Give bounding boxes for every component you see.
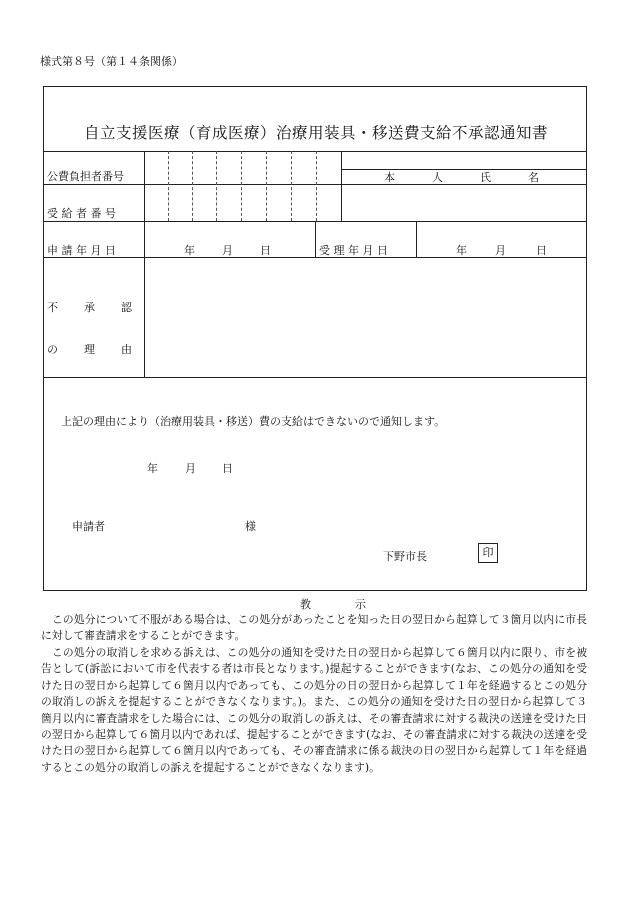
rule <box>315 221 316 257</box>
notice-paragraph-text: この処分の取消しを求める訴えは、この処分の通知を受けた日の翌日から起算して６箇月以内に限り、市を被告として(訴訟において市を代表する者は市長となります。)提起することができます(なお、この処分の通知を受けた日の翌日から起算して６箇月以内であっても、この処分の日の翌日から起算して１年を経過するとこの処分の取消しの訴えを提起することができなくなります。)。また、この処分の通知を受けた日の翌日から起算して３箇月以内に審査請求をした場合には、この処分の取消しの訴えは、その審査請求に対する裁決の送達を受けた日の翌日から起算して６箇月以内であれば、提起することができます(なお、その審査請求に対する裁決の送達を受けた日の翌日から起算して６箇月以内であっても、その審査請求に係る裁決の日の翌日から起算して１年を経過するとこの処分の取消しの訴えを提起することができなくなります)。 <box>41 646 587 774</box>
notice-statement: 上記の理由により（治療用装具・移送）費の支給はできないので通知します。 <box>61 415 446 428</box>
label-recipient-no: 受 給 者 番 号 <box>47 207 116 220</box>
label-reason-char: の <box>47 343 58 356</box>
rule <box>144 151 145 377</box>
notice-heading-char: 示 <box>355 598 366 611</box>
notice-paragraph <box>41 645 587 776</box>
receipt-day-unit: 日 <box>536 244 547 257</box>
notice-paragraph-text: この処分について不服がある場合は、この処分があったことを知った日の翌日から起算して３箇月以内に市長に対して審査請求をすることができます。 <box>41 613 587 643</box>
seal-box: 印 <box>478 543 498 563</box>
rule <box>44 151 586 152</box>
form-title: 自立支援医療（育成医療）治療用装具・移送費支給不承認通知書 <box>83 124 548 142</box>
issue-year-unit: 年 <box>147 462 158 475</box>
label-application-date: 申 請 年 月 日 <box>47 244 116 257</box>
label-name-char: 人 <box>432 171 443 184</box>
digit-divider <box>192 151 193 221</box>
digit-divider <box>168 151 169 221</box>
label-reason-char: 承 <box>84 301 95 314</box>
label-receipt-date: 受 理 年 月 日 <box>319 244 388 257</box>
rule <box>341 169 586 170</box>
honorific: 様 <box>245 520 256 533</box>
label-reason-char: 認 <box>121 301 132 314</box>
digit-divider <box>266 151 267 221</box>
application-year-unit: 年 <box>184 244 195 257</box>
receipt-year-unit: 年 <box>456 244 467 257</box>
receipt-month-unit: 月 <box>495 244 506 257</box>
notice-heading-char: 教 <box>300 598 311 611</box>
digit-divider <box>241 151 242 221</box>
label-reason-char: 理 <box>84 343 95 356</box>
rule <box>341 151 342 221</box>
form-number: 様式第８号（第１４条関係） <box>40 55 183 68</box>
rule <box>44 377 586 378</box>
application-day-unit: 日 <box>260 244 271 257</box>
digit-divider <box>316 151 317 221</box>
label-name-char: 名 <box>528 171 539 184</box>
rule <box>416 221 417 257</box>
digit-divider <box>291 151 292 221</box>
label-name-char: 氏 <box>480 171 491 184</box>
notice-heading <box>300 596 366 612</box>
applicant-label: 申請者 <box>72 520 105 533</box>
digit-divider <box>216 151 217 221</box>
notice-form <box>43 86 587 591</box>
issue-month-unit: 月 <box>185 462 196 475</box>
label-name-char: 本 <box>384 171 395 184</box>
label-public-payer-no: 公費負担者番号 <box>47 170 124 183</box>
label-reason-char: 不 <box>47 301 58 314</box>
label-reason-char: 由 <box>121 343 132 356</box>
notice-paragraph <box>41 612 587 645</box>
issue-day-unit: 日 <box>222 462 233 475</box>
application-month-unit: 月 <box>222 244 233 257</box>
mayor-title: 下野市長 <box>383 550 427 563</box>
rule <box>44 184 586 185</box>
